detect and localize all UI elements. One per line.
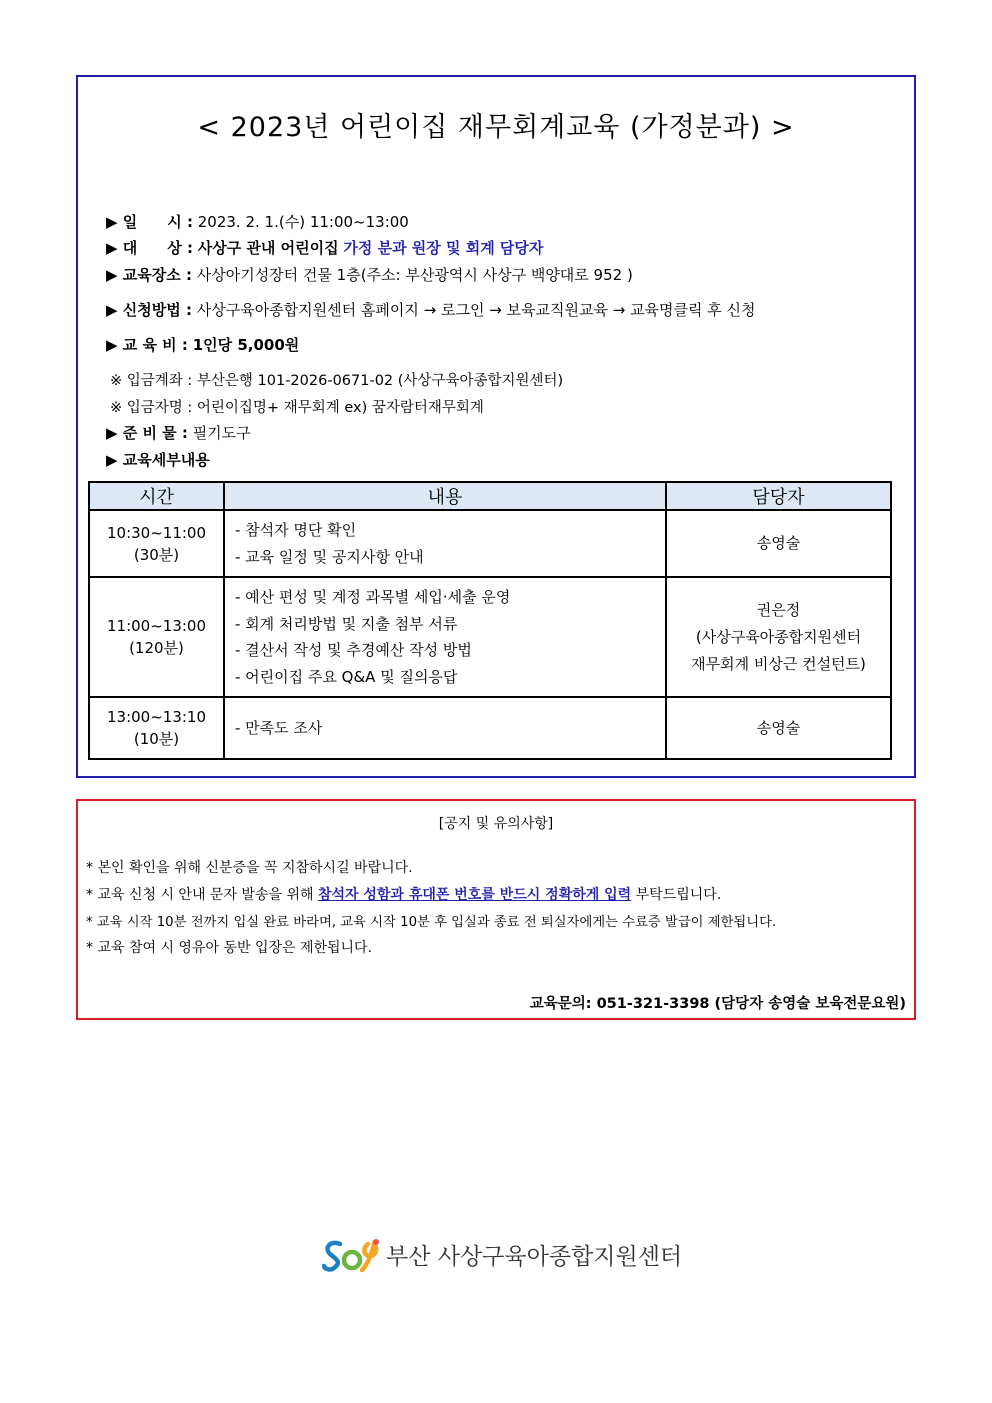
notice-item: * 교육 신청 시 안내 문자 발송을 위해 참석자 성함과 휴대폰 번호를 반드시 정확하게 입력 부탁드립니다. [86, 887, 722, 903]
info-place: ▶ 교육장소 : 사상아기성장터 건물 1층(주소: 부산광역시 사상구 백양대로 952 ) [106, 266, 633, 284]
row-time: 11:00~13:00 (120분) [89, 577, 224, 697]
info-apply: ▶ 신청방법 : 사상구육아종합지원센터 홈페이지 → 로그인 → 보육교직원교육 → 교육명클릭 후 신청 [106, 301, 756, 319]
row-staff: 권은정 (사상구육아종합지원센터 재무회계 비상근 컨설턴트) [666, 577, 891, 697]
table-row [89, 697, 891, 759]
row-staff: 송영술 [666, 697, 891, 759]
row-staff: 송영술 [666, 510, 891, 577]
info-fee: ▶ 교 육 비 : 1인당 5,000원 [106, 336, 300, 354]
header-staff: 담당자 [666, 482, 891, 510]
info-account: ※ 입금계좌 : 부산은행 101-2026-0671-02 (사상구육아종합지원센터) [110, 373, 564, 389]
header-time: 시간 [89, 482, 224, 510]
info-target: ▶ 대 상 : 사상구 관내 어린이집 가정 분과 원장 및 회계 담당자 [106, 239, 544, 257]
header-content: 내용 [224, 482, 666, 510]
row-content: - 예산 편성 및 계정 과목별 세입·세출 운영 - 회계 처리방법 및 지출 첨부 서류 - 결산서 작성 및 추경예산 작성 방법 - 어린이집 주요 Q&A 및 질의응답 [224, 577, 666, 697]
info-date: ▶ 일 시 : 2023. 2. 1.(수) 11:00~13:00 [106, 213, 409, 231]
notice-heading: [공지 및 유의사항] [438, 816, 554, 832]
footer-org-name: 부산 사상구육아종합지원센터 [386, 1244, 683, 1270]
table-row [89, 510, 891, 577]
notice-box [76, 799, 916, 1020]
notice-item: * 교육 시작 10분 전까지 입실 완료 바라며, 교육 시작 10분 후 입실과 종료 전 퇴실자에게는 수료증 발급이 제한됩니다. [86, 915, 777, 930]
education-info-box [76, 75, 916, 778]
schedule-table [88, 481, 892, 760]
info-details: ▶ 교육세부내용 [106, 451, 210, 469]
footer-logo [322, 1234, 682, 1274]
row-content: - 참석자 명단 확인 - 교육 일정 및 공지사항 안내 [224, 510, 666, 577]
notice-item: * 본인 확인을 위해 신분증을 꼭 지참하시길 바랍니다. [86, 860, 413, 876]
notice-item: * 교육 참여 시 영유아 동반 입장은 제한됩니다. [86, 940, 373, 956]
table-header-row [89, 482, 891, 510]
center-logo-icon [322, 1234, 384, 1274]
row-time: 13:00~13:10 (10분) [89, 697, 224, 759]
info-depositor: ※ 입금자명 : 어린이집명+ 재무회계 ex) 꿈자람터재무회계 [110, 400, 484, 416]
info-supplies: ▶ 준 비 물 : 필기도구 [106, 424, 251, 442]
table-row [89, 577, 891, 697]
page-title: < 2023년 어린이집 재무회계교육 (가정분과) > [197, 112, 795, 143]
row-content: - 만족도 조사 [224, 697, 666, 759]
contact-info: 교육문의: 051-321-3398 (담당자 송영술 보육전문요원) [529, 996, 906, 1012]
row-time: 10:30~11:00 (30분) [89, 510, 224, 577]
